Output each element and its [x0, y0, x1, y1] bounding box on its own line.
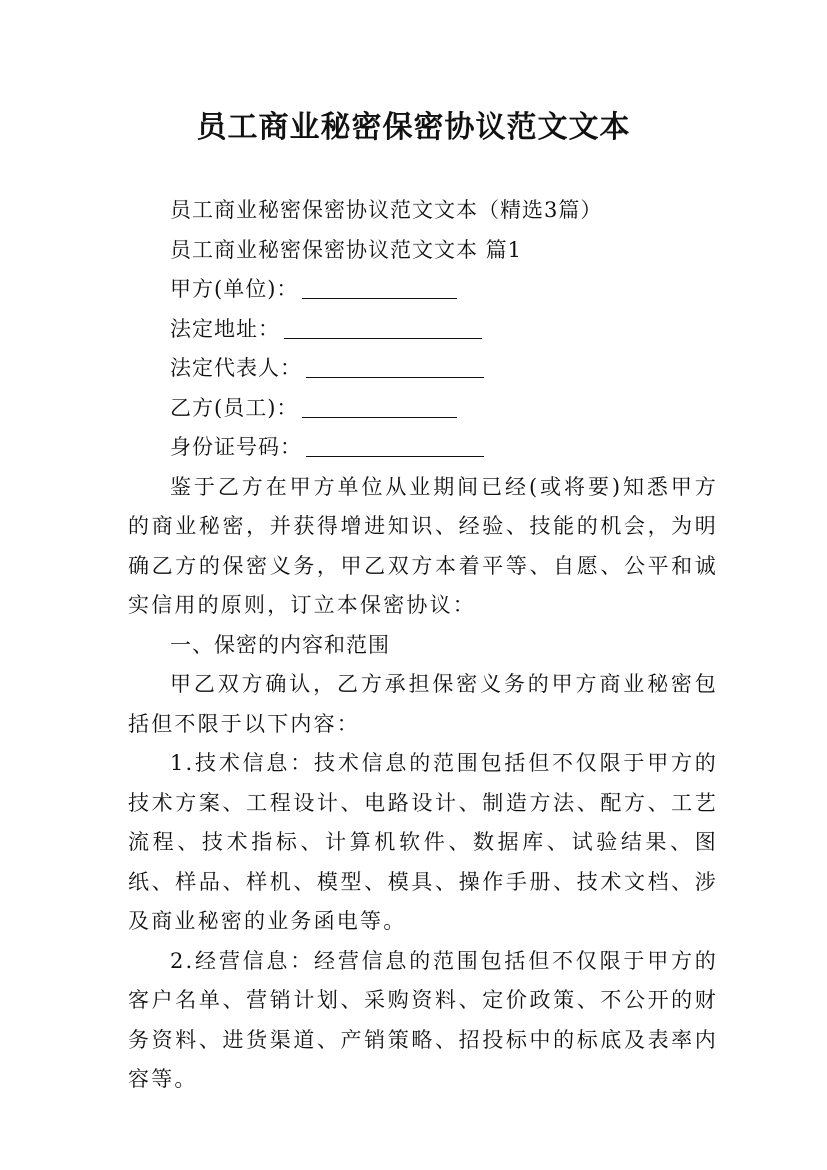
business-info-item: 2.经营信息：经营信息的范围包括但不仅限于甲方的客户名单、营销计划、采购资料、定价政策、不公开的财务资料、进货渠道、产销策略、招投标中的标底及表率内容等。 [128, 948, 718, 1091]
legal-rep-line [128, 349, 718, 389]
party-b-line [128, 389, 718, 429]
article-heading: 员工商业秘密保密协议范文文本 篇1 [170, 237, 523, 262]
id-number-blank [306, 434, 484, 457]
section-1-intro: 甲乙双方确认，乙方承担保密义务的甲方商业秘密包括但不限于以下内容： [128, 672, 718, 736]
document-title: 员工商业秘密保密协议范文文本 [196, 110, 631, 145]
party-b-blank [302, 395, 457, 418]
document-body [128, 191, 718, 1100]
party-b-label: 乙方(员工)： [170, 395, 299, 420]
address-blank [284, 316, 482, 339]
party-a-label: 甲方(单位)： [170, 277, 299, 301]
id-number-line [128, 428, 718, 468]
id-number-label: 身份证号码： [170, 435, 302, 459]
legal-rep-label: 法定代表人： [170, 356, 302, 380]
address-label: 法定地址： [170, 316, 280, 341]
party-a-blank [302, 276, 457, 299]
subtitle-paragraph: 员工商业秘密保密协议范文文本（精选3篇） [170, 198, 603, 222]
technical-info-item: 1.技术信息：技术信息的范围包括但不仅限于甲方的技术方案、工程设计、电路设计、制造方法、配方、工艺流程、技术指标、计算机软件、数据库、试验结果、图纸、样品、样机、模型、模具、操作手册、技术文档、涉及商业秘密的业务函电等。 [128, 751, 718, 933]
legal-rep-blank [306, 355, 484, 378]
section-1-heading: 一、保密的内容和范围 [170, 632, 390, 657]
address-line [128, 310, 718, 350]
preamble-paragraph: 鉴于乙方在甲方单位从业期间已经(或将要)知悉甲方的商业秘密，并获得增进知识、经验、技能的机会，为明确乙方的保密义务，甲乙双方本着平等、自愿、公平和诚实信用的原则，订立本保密协议： [128, 474, 718, 617]
party-a-line [128, 270, 718, 310]
